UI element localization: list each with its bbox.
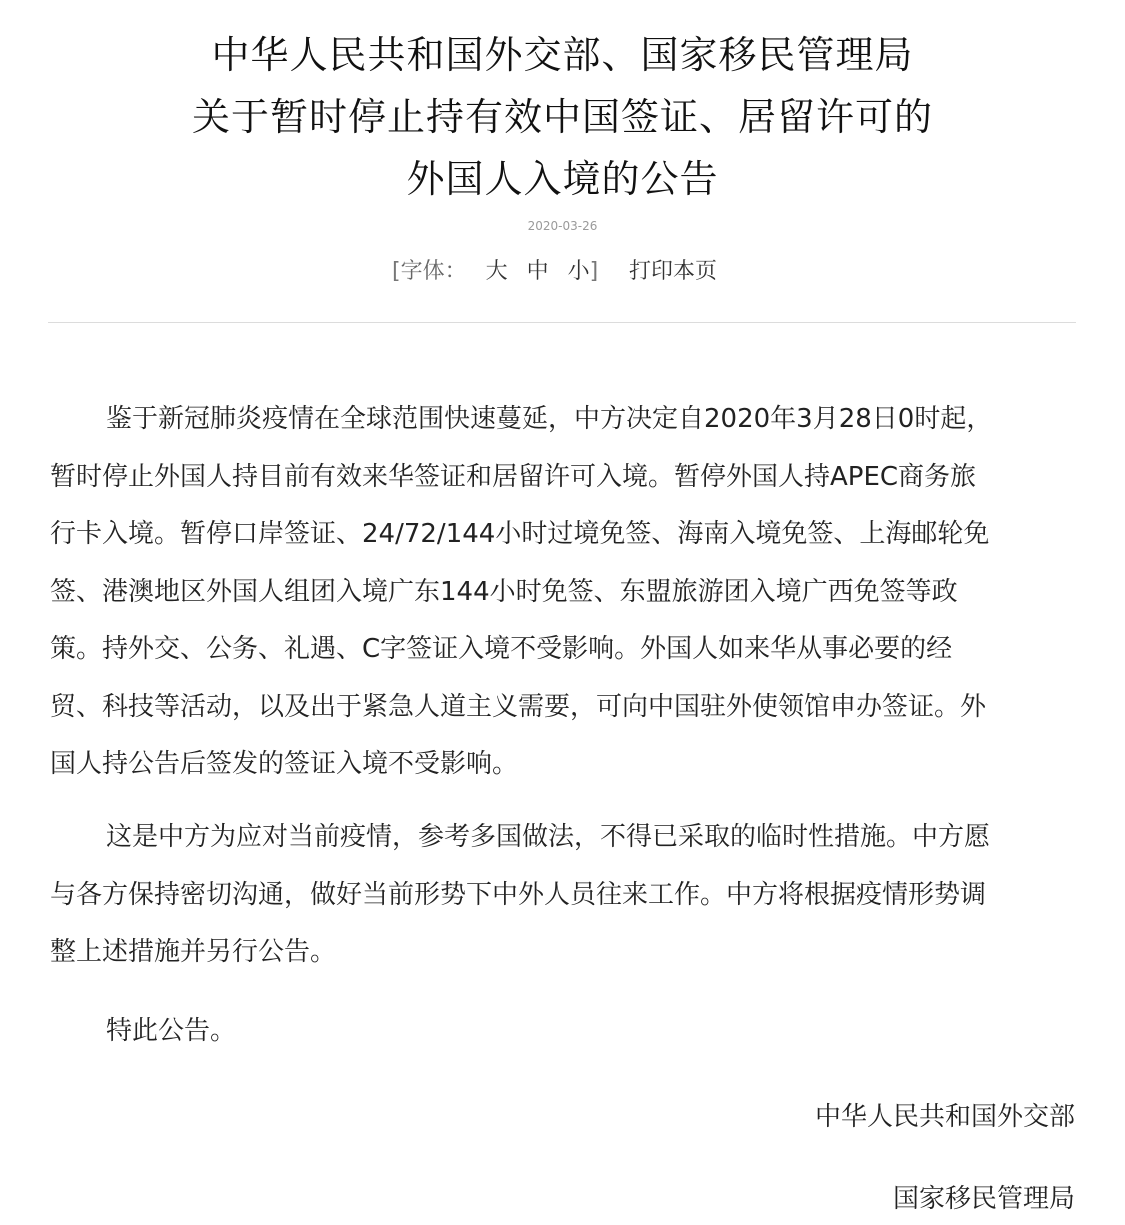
- announcement-paragraph-1: [50, 391, 1080, 794]
- signature-immigration: 国家移民管理局: [892, 1184, 1075, 1214]
- paragraph-line: 行卡入境。暂停口岸签证、24/72/144小时过境免签、海南入境免签、上海邮轮免: [50, 519, 990, 549]
- announcement-closing: [50, 1003, 1080, 1061]
- paragraph-line: 国人持公告后签发的签证入境不受影响。: [50, 749, 519, 779]
- font-size-toolbar: [392, 254, 598, 285]
- font-size-label: 字体：: [400, 259, 467, 284]
- font-size-medium-button[interactable]: 中: [526, 259, 549, 284]
- font-size-large-button[interactable]: 大: [485, 259, 508, 284]
- signature-ministry: 中华人民共和国外交部: [814, 1102, 1075, 1132]
- announcement-paragraph-2: [50, 809, 1080, 982]
- font-size-small-button[interactable]: 小: [567, 259, 590, 284]
- paragraph-line: 暂时停止外国人持目前有效来华签证和居留许可入境。暂停外国人持APEC商务旅: [50, 461, 977, 492]
- toolbar-open-bracket: [: [392, 259, 401, 284]
- page-title-line-3: 外国人入境的公告: [406, 157, 719, 201]
- paragraph-line: 策。持外交、公务、礼遇、C字签证入境不受影响。外国人如来华从事必要的经: [50, 634, 953, 664]
- paragraph-line: 贸、科技等活动，以及出于紧急人道主义需要，可向中国驻外使领馆申办签证。外: [50, 691, 987, 722]
- print-page-link[interactable]: 打印本页: [629, 259, 718, 284]
- paragraph-line: 鉴于新冠肺炎疫情在全球范围快速蔓延，中方决定自2020年3月28日0时起，: [106, 404, 993, 434]
- header-divider: [48, 322, 1076, 323]
- paragraph-line: 特此公告。: [106, 1016, 237, 1046]
- paragraph-line: 整上述措施并另行公告。: [50, 937, 337, 967]
- paragraph-line: 这是中方为应对当前疫情，参考多国做法，不得已采取的临时性措施。中方愿: [106, 822, 991, 852]
- publish-date: 2020-03-26: [527, 219, 598, 233]
- paragraph-line: 与各方保持密切沟通，做好当前形势下中外人员往来工作。中方将根据疫情形势调: [50, 879, 987, 910]
- page-title-line-1: 中华人民共和国外交部、国家移民管理局: [211, 33, 914, 77]
- toolbar-close-bracket: ]: [589, 259, 599, 284]
- paragraph-line: 签、港澳地区外国人组团入境广东144小时免签、东盟旅游团入境广西免签等政: [50, 576, 958, 607]
- page-title-line-2: 关于暂时停止持有效中国签证、居留许可的: [191, 95, 933, 139]
